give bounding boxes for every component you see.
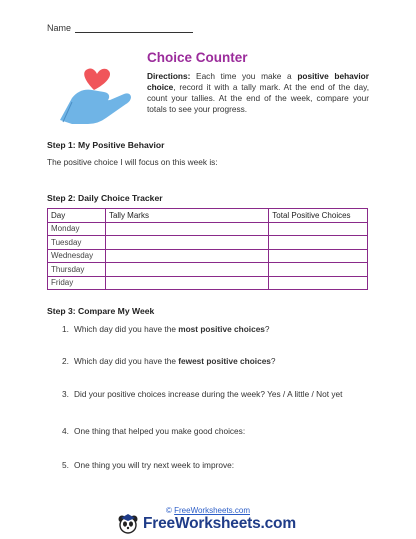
table-row	[48, 263, 368, 277]
column-header-total: Total Positive Choices	[269, 209, 368, 223]
table-row	[48, 276, 368, 290]
panda-logo-icon	[117, 513, 139, 535]
directions-bold-1: positive behavior choice	[147, 71, 369, 92]
day-cell: Monday	[48, 222, 106, 236]
footer-website-link[interactable]: FreeWorksheets.com	[174, 506, 250, 515]
question-number: 3.	[62, 389, 69, 399]
table-row	[48, 249, 368, 263]
day-cell: Thursday	[48, 263, 106, 277]
step2-heading: Step 2: Daily Choice Tracker	[47, 193, 163, 203]
step1-prompt: The positive choice I will focus on this week is:	[47, 157, 218, 167]
name-field-row	[47, 23, 193, 33]
tally-cell[interactable]	[105, 222, 268, 236]
question-bold: most positive choices	[178, 324, 265, 334]
name-input-line[interactable]	[75, 24, 193, 33]
question-text: Which day did you have the	[74, 324, 179, 334]
total-cell[interactable]	[269, 249, 368, 263]
copyright-symbol: ©	[165, 506, 172, 515]
question-text: One thing you will try next week to improve:	[74, 460, 235, 470]
brand-logo[interactable]	[117, 513, 296, 535]
day-cell: Tuesday	[48, 236, 106, 250]
column-header-tally: Tally Marks	[105, 209, 268, 223]
question-number: 5.	[62, 460, 69, 470]
question-text: Did your positive choices increase during the week? Yes / A little / Not yet	[74, 389, 343, 399]
total-cell[interactable]	[269, 236, 368, 250]
question-3	[62, 389, 342, 399]
question-text-end: ?	[270, 356, 276, 366]
question-5	[62, 460, 234, 470]
page-title: Choice Counter	[147, 50, 248, 65]
step1-heading: Step 1: My Positive Behavior	[47, 140, 165, 150]
directions-text-2: , record it with a tally mark. At the end of the day, count your tallies. At the end of the week, compare your totals to see your progress.	[147, 82, 369, 114]
total-cell[interactable]	[269, 222, 368, 236]
column-header-day: Day	[48, 209, 106, 223]
table-row	[48, 222, 368, 236]
day-cell: Friday	[48, 276, 106, 290]
choice-tracker-table	[47, 208, 368, 290]
question-2	[62, 356, 276, 366]
step3-heading: Step 3: Compare My Week	[47, 306, 155, 316]
name-label: Name	[47, 23, 72, 33]
total-cell[interactable]	[269, 263, 368, 277]
tally-cell[interactable]	[105, 276, 268, 290]
total-cell[interactable]	[269, 276, 368, 290]
table-row	[48, 236, 368, 250]
question-bold: fewest positive choices	[178, 356, 271, 366]
question-1	[62, 324, 270, 334]
table-header-row	[48, 209, 368, 223]
question-number: 4.	[62, 426, 69, 436]
directions-label: Directions:	[147, 71, 191, 81]
question-text: One thing that helped you make good choices:	[74, 426, 246, 436]
hand-holding-heart-icon	[58, 60, 132, 134]
tally-cell[interactable]	[105, 263, 268, 277]
question-number: 2.	[62, 356, 69, 366]
question-text: Which day did you have the	[74, 356, 179, 366]
brand-name: FreeWorksheets.com	[143, 515, 296, 532]
directions-paragraph	[147, 71, 369, 115]
tally-cell[interactable]	[105, 236, 268, 250]
day-cell: Wednesday	[48, 249, 106, 263]
question-number: 1.	[62, 324, 69, 334]
question-4	[62, 426, 245, 436]
directions-text-1: Each time you make a	[190, 71, 298, 81]
tally-cell[interactable]	[105, 249, 268, 263]
question-text-end: ?	[264, 324, 270, 334]
